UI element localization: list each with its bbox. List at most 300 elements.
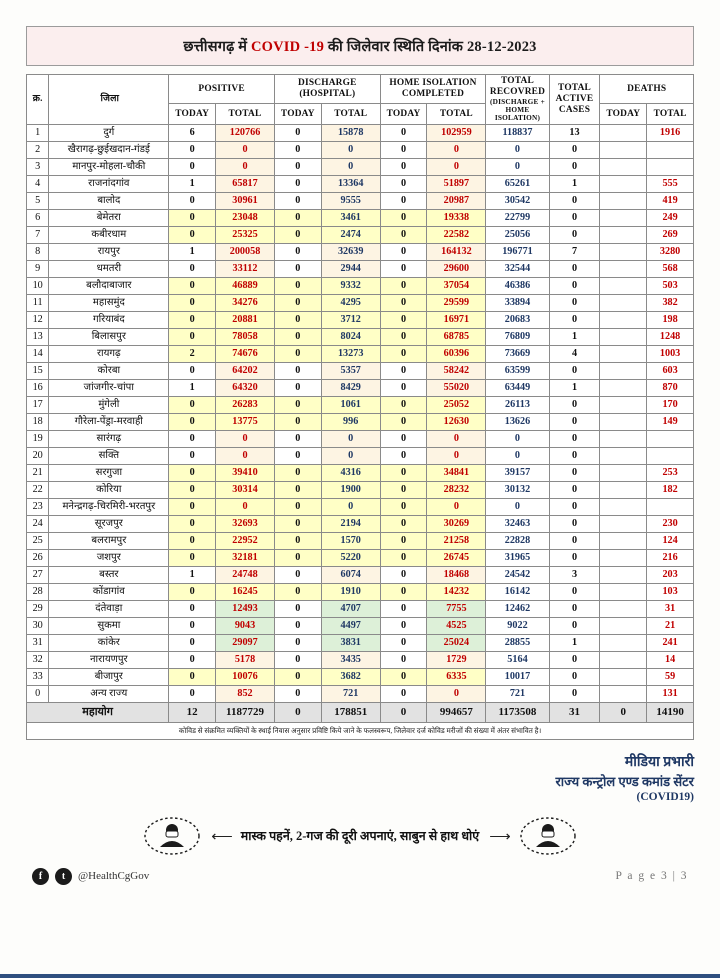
table-row (27, 532, 694, 549)
cell-positive-total: 22952 (216, 532, 275, 549)
cell-discharge-today: 0 (274, 379, 321, 396)
cell-total-recovered: 196771 (486, 243, 549, 260)
cell-home-total: 16971 (427, 311, 486, 328)
cell-total-active: 13 (549, 124, 600, 141)
cell-positive-total: 34276 (216, 294, 275, 311)
cell-positive-total: 39410 (216, 464, 275, 481)
cell-home-total: 28232 (427, 481, 486, 498)
cell-deaths-total (647, 430, 694, 447)
cell-positive-total: 25325 (216, 226, 275, 243)
cell-district: सरगुजा (49, 464, 169, 481)
cell-discharge-total: 2474 (321, 226, 380, 243)
cell-deaths-today (600, 617, 647, 634)
cell-discharge-today: 0 (274, 549, 321, 566)
cell-discharge-total: 13273 (321, 345, 380, 362)
cell-discharge-today: 0 (274, 617, 321, 634)
title-suffix: की जिलेवार स्थिति दिनांक 28-12-2023 (324, 39, 537, 55)
table-row (27, 447, 694, 464)
subheader-deaths-total: TOTAL (647, 104, 694, 124)
cell-home-total: 30269 (427, 515, 486, 532)
cell-positive-today: 0 (169, 260, 216, 277)
table-row (27, 141, 694, 158)
cell-deaths-today (600, 430, 647, 447)
cell-total-active: 0 (549, 362, 600, 379)
cell-district: बीजापुर (49, 668, 169, 685)
cell-home-today: 0 (380, 362, 427, 379)
active-line1: TOTAL (558, 83, 591, 94)
cell-total-recovered: 30542 (486, 192, 549, 209)
cell-total-recovered: 12462 (486, 600, 549, 617)
cell-discharge-total: 0 (321, 498, 380, 515)
cell-deaths-today (600, 209, 647, 226)
cell-deaths-total (647, 141, 694, 158)
cell-serial: 2 (27, 141, 49, 158)
cell-deaths-total: 103 (647, 583, 694, 600)
cell-discharge-total: 5357 (321, 362, 380, 379)
cell-serial: 16 (27, 379, 49, 396)
cell-positive-today: 6 (169, 124, 216, 141)
grand-total-row (27, 702, 694, 722)
cell-positive-today: 0 (169, 668, 216, 685)
cell-discharge-total: 1910 (321, 583, 380, 600)
cell-total-recovered: 118837 (486, 124, 549, 141)
cell-total-active: 0 (549, 447, 600, 464)
cell-deaths-total: 503 (647, 277, 694, 294)
cell-total-active: 0 (549, 209, 600, 226)
cell-serial: 22 (27, 481, 49, 498)
cell-discharge-total: 721 (321, 685, 380, 702)
cell-deaths-total (647, 158, 694, 175)
cell-home-total: 12630 (427, 413, 486, 430)
table-row (27, 668, 694, 685)
footer-bar (0, 974, 720, 978)
cell-serial: 19 (27, 430, 49, 447)
cell-home-total: 102959 (427, 124, 486, 141)
table-row (27, 685, 694, 702)
cell-discharge-today: 0 (274, 515, 321, 532)
cell-deaths-total: 198 (647, 311, 694, 328)
cell-total-active: 0 (549, 158, 600, 175)
cell-discharge-today: 0 (274, 158, 321, 175)
grand-total-deaths-today: 0 (600, 702, 647, 722)
cell-discharge-total: 32639 (321, 243, 380, 260)
cell-deaths-today (600, 464, 647, 481)
cell-total-active: 0 (549, 277, 600, 294)
cell-total-active: 0 (549, 651, 600, 668)
cell-serial: 3 (27, 158, 49, 175)
cell-deaths-total: 1003 (647, 345, 694, 362)
cell-total-recovered: 24542 (486, 566, 549, 583)
social-handle-text: @HealthCgGov (78, 870, 150, 883)
table-row (27, 124, 694, 141)
col-header-positive: POSITIVE (169, 75, 275, 104)
cell-discharge-today: 0 (274, 481, 321, 498)
cell-deaths-total: 253 (647, 464, 694, 481)
table-row (27, 600, 694, 617)
cell-total-active: 7 (549, 243, 600, 260)
cell-positive-total: 74676 (216, 345, 275, 362)
cell-discharge-total: 9555 (321, 192, 380, 209)
cell-home-total: 164132 (427, 243, 486, 260)
table-row (27, 651, 694, 668)
cell-home-today: 0 (380, 158, 427, 175)
cell-positive-today: 1 (169, 379, 216, 396)
cell-positive-today: 0 (169, 600, 216, 617)
cell-district: जशपुर (49, 549, 169, 566)
cell-home-total: 6335 (427, 668, 486, 685)
cell-home-total: 18468 (427, 566, 486, 583)
cell-home-total: 29600 (427, 260, 486, 277)
cell-home-today: 0 (380, 481, 427, 498)
cell-total-recovered: 46386 (486, 277, 549, 294)
cell-deaths-total: 870 (647, 379, 694, 396)
cell-positive-total: 65817 (216, 175, 275, 192)
subheader-positive-today: TODAY (169, 104, 216, 124)
cell-deaths-total: 1916 (647, 124, 694, 141)
cell-district: अन्य राज्य (49, 685, 169, 702)
cell-serial: 1 (27, 124, 49, 141)
cell-positive-today: 0 (169, 413, 216, 430)
cell-positive-today: 1 (169, 243, 216, 260)
cell-discharge-today: 0 (274, 345, 321, 362)
table-row (27, 260, 694, 277)
cell-discharge-total: 3461 (321, 209, 380, 226)
cell-serial: 28 (27, 583, 49, 600)
col-header-home-isolation (380, 75, 486, 104)
cell-discharge-today: 0 (274, 396, 321, 413)
social-row (26, 868, 694, 885)
cell-district: कोरबा (49, 362, 169, 379)
slogan-text: मास्क पहनें, 2-गज की दूरी अपनाएं, साबुन से हाथ धोएं (240, 829, 480, 844)
cell-discharge-today: 0 (274, 243, 321, 260)
grand-total-active: 31 (549, 702, 600, 722)
cell-deaths-today (600, 277, 647, 294)
cell-district: सूरजपुर (49, 515, 169, 532)
cell-serial: 0 (27, 685, 49, 702)
cell-discharge-total: 0 (321, 447, 380, 464)
cell-serial: 15 (27, 362, 49, 379)
cell-home-today: 0 (380, 583, 427, 600)
cell-home-today: 0 (380, 600, 427, 617)
cell-total-active: 0 (549, 532, 600, 549)
cell-serial: 33 (27, 668, 49, 685)
covid-district-table (26, 74, 694, 740)
table-row (27, 277, 694, 294)
cell-deaths-total: 241 (647, 634, 694, 651)
cell-home-today: 0 (380, 396, 427, 413)
table-row (27, 515, 694, 532)
table-row (27, 481, 694, 498)
cell-total-active: 3 (549, 566, 600, 583)
cell-total-active: 0 (549, 226, 600, 243)
cell-discharge-today: 0 (274, 668, 321, 685)
cell-deaths-today (600, 175, 647, 192)
facebook-icon[interactable]: f (32, 868, 49, 885)
cell-deaths-today (600, 498, 647, 515)
cell-positive-total: 46889 (216, 277, 275, 294)
cell-deaths-total (647, 447, 694, 464)
cell-deaths-total: 149 (647, 413, 694, 430)
cell-home-today: 0 (380, 141, 427, 158)
cell-total-recovered: 0 (486, 498, 549, 515)
cell-positive-today: 0 (169, 685, 216, 702)
table-row (27, 566, 694, 583)
table-row (27, 413, 694, 430)
cell-home-today: 0 (380, 617, 427, 634)
cell-positive-total: 23048 (216, 209, 275, 226)
table-note-row (27, 722, 694, 739)
cell-home-total: 1729 (427, 651, 486, 668)
cell-home-today: 0 (380, 294, 427, 311)
cell-positive-today: 0 (169, 651, 216, 668)
grand-total-discharge-today: 0 (274, 702, 321, 722)
cell-positive-total: 12493 (216, 600, 275, 617)
cell-discharge-today: 0 (274, 277, 321, 294)
cell-home-total: 55020 (427, 379, 486, 396)
cell-serial: 31 (27, 634, 49, 651)
cell-deaths-total: 568 (647, 260, 694, 277)
slogan-row (26, 816, 694, 856)
twitter-icon[interactable]: t (55, 868, 72, 885)
cell-discharge-total: 6074 (321, 566, 380, 583)
cell-discharge-today: 0 (274, 498, 321, 515)
cell-total-recovered: 26113 (486, 396, 549, 413)
cell-discharge-today: 0 (274, 294, 321, 311)
recovered-line3: (DISCHARGE + (489, 96, 545, 106)
cell-discharge-today: 0 (274, 600, 321, 617)
discharge-line1: DISCHARGE (298, 78, 357, 89)
cell-total-active: 0 (549, 464, 600, 481)
cell-total-active: 0 (549, 617, 600, 634)
cell-discharge-total: 1900 (321, 481, 380, 498)
cell-home-today: 0 (380, 124, 427, 141)
cell-serial: 11 (27, 294, 49, 311)
cell-deaths-total: 59 (647, 668, 694, 685)
cell-discharge-today: 0 (274, 583, 321, 600)
cell-discharge-total: 8024 (321, 328, 380, 345)
col-header-deaths: DEATHS (600, 75, 694, 104)
cell-total-active: 1 (549, 328, 600, 345)
cell-district: कबीरधाम (49, 226, 169, 243)
cell-total-active: 0 (549, 685, 600, 702)
cell-deaths-total: 555 (647, 175, 694, 192)
cell-positive-today: 0 (169, 294, 216, 311)
subheader-discharge-today: TODAY (274, 104, 321, 124)
cell-total-recovered: 39157 (486, 464, 549, 481)
cell-total-recovered: 73669 (486, 345, 549, 362)
cell-home-today: 0 (380, 175, 427, 192)
cell-deaths-today (600, 566, 647, 583)
cell-discharge-total: 8429 (321, 379, 380, 396)
cell-home-total: 68785 (427, 328, 486, 345)
cell-total-active: 0 (549, 294, 600, 311)
cell-discharge-total: 4707 (321, 600, 380, 617)
cell-deaths-today (600, 294, 647, 311)
arrow-right-icon: ⟶ (489, 827, 509, 845)
cell-positive-today: 0 (169, 277, 216, 294)
cell-district: बालोद (49, 192, 169, 209)
table-row (27, 583, 694, 600)
document-title-box (26, 26, 694, 66)
grand-total-discharge-total: 178851 (321, 702, 380, 722)
title-covid: COVID -19 (250, 39, 325, 55)
cell-positive-total: 0 (216, 498, 275, 515)
cell-total-active: 0 (549, 583, 600, 600)
cell-positive-total: 32693 (216, 515, 275, 532)
cell-deaths-today (600, 379, 647, 396)
cell-deaths-total: 603 (647, 362, 694, 379)
cell-positive-total: 5178 (216, 651, 275, 668)
cell-positive-today: 0 (169, 549, 216, 566)
cell-positive-total: 64202 (216, 362, 275, 379)
cell-serial: 9 (27, 260, 49, 277)
table-row (27, 498, 694, 515)
cell-home-total: 20987 (427, 192, 486, 209)
cell-serial: 23 (27, 498, 49, 515)
cell-discharge-total: 1061 (321, 396, 380, 413)
cell-deaths-today (600, 311, 647, 328)
cell-discharge-total: 4497 (321, 617, 380, 634)
cell-serial: 30 (27, 617, 49, 634)
cell-district: मुंगेली (49, 396, 169, 413)
subheader-home-total: TOTAL (427, 104, 486, 124)
cell-total-recovered: 76809 (486, 328, 549, 345)
cell-positive-today: 0 (169, 396, 216, 413)
cell-total-active: 4 (549, 345, 600, 362)
cell-positive-total: 64320 (216, 379, 275, 396)
cell-total-recovered: 20683 (486, 311, 549, 328)
cell-deaths-total: 419 (647, 192, 694, 209)
cell-positive-today: 0 (169, 617, 216, 634)
cell-deaths-total: 249 (647, 209, 694, 226)
cell-total-recovered: 0 (486, 447, 549, 464)
table-row (27, 549, 694, 566)
cell-positive-today: 0 (169, 430, 216, 447)
cell-discharge-today: 0 (274, 447, 321, 464)
cell-deaths-today (600, 192, 647, 209)
cell-district: बलरामपुर (49, 532, 169, 549)
cell-positive-today: 0 (169, 192, 216, 209)
cell-discharge-total: 0 (321, 430, 380, 447)
cell-positive-today: 1 (169, 566, 216, 583)
cell-home-total: 0 (427, 498, 486, 515)
cell-district: मनेन्द्रगढ़-चिरमिरी-भरतपुर (49, 498, 169, 515)
media-incharge-line1: मीडिया प्रभारी (624, 754, 694, 770)
cell-positive-today: 0 (169, 532, 216, 549)
home-isolation-line1: HOME ISOLATION (389, 78, 477, 89)
cell-positive-total: 24748 (216, 566, 275, 583)
page-number: P a g e 3 | 3 (615, 870, 688, 883)
cell-home-today: 0 (380, 566, 427, 583)
media-incharge-line2: राज्य कन्ट्रोल एण्ड कमांड सेंटर (555, 773, 694, 789)
active-line3: CASES (558, 104, 591, 115)
cell-discharge-today: 0 (274, 634, 321, 651)
cell-district: बेमेतरा (49, 209, 169, 226)
grand-total-home-today: 0 (380, 702, 427, 722)
cell-total-recovered: 65261 (486, 175, 549, 192)
cell-serial: 6 (27, 209, 49, 226)
cell-home-today: 0 (380, 209, 427, 226)
cell-positive-total: 33112 (216, 260, 275, 277)
cell-total-active: 1 (549, 175, 600, 192)
cell-home-today: 0 (380, 549, 427, 566)
cell-total-recovered: 30132 (486, 481, 549, 498)
cell-positive-today: 0 (169, 447, 216, 464)
cell-total-recovered: 31965 (486, 549, 549, 566)
cell-positive-total: 32181 (216, 549, 275, 566)
cell-deaths-today (600, 447, 647, 464)
cell-discharge-today: 0 (274, 430, 321, 447)
cell-positive-total: 30961 (216, 192, 275, 209)
cell-discharge-total: 3435 (321, 651, 380, 668)
cell-total-recovered: 22828 (486, 532, 549, 549)
cell-serial: 24 (27, 515, 49, 532)
cell-home-today: 0 (380, 685, 427, 702)
grand-total-positive-today: 12 (169, 702, 216, 722)
cell-deaths-today (600, 515, 647, 532)
cell-home-today: 0 (380, 532, 427, 549)
cell-deaths-total: 203 (647, 566, 694, 583)
cell-district: नारायणपुर (49, 651, 169, 668)
cell-deaths-total: 124 (647, 532, 694, 549)
cell-home-today: 0 (380, 311, 427, 328)
header-row-groups (27, 75, 694, 104)
table-row (27, 345, 694, 362)
cell-home-total: 0 (427, 430, 486, 447)
cell-serial: 17 (27, 396, 49, 413)
cell-home-total: 29599 (427, 294, 486, 311)
cell-serial: 25 (27, 532, 49, 549)
cell-district: धमतरी (49, 260, 169, 277)
cell-total-active: 0 (549, 600, 600, 617)
cell-serial: 12 (27, 311, 49, 328)
cell-home-total: 22582 (427, 226, 486, 243)
cell-positive-today: 2 (169, 345, 216, 362)
cell-serial: 8 (27, 243, 49, 260)
table-row (27, 396, 694, 413)
cell-discharge-today: 0 (274, 464, 321, 481)
cell-district: रायगढ़ (49, 345, 169, 362)
cell-deaths-today (600, 345, 647, 362)
cell-total-recovered: 28855 (486, 634, 549, 651)
cell-district: गौरेला-पेंड्रा-मरवाही (49, 413, 169, 430)
cell-district: दंतेवाड़ा (49, 600, 169, 617)
active-line2: ACTIVE (555, 93, 594, 104)
subheader-deaths-today: TODAY (600, 104, 647, 124)
cell-home-total: 7755 (427, 600, 486, 617)
cell-total-active: 0 (549, 549, 600, 566)
cell-home-today: 0 (380, 345, 427, 362)
cell-deaths-today (600, 583, 647, 600)
cell-positive-today: 0 (169, 583, 216, 600)
cell-district: बलौदाबाजार (49, 277, 169, 294)
cell-total-recovered: 25056 (486, 226, 549, 243)
cell-positive-total: 852 (216, 685, 275, 702)
cell-home-total: 21258 (427, 532, 486, 549)
grand-total-label: महायोग (27, 702, 169, 722)
table-row (27, 226, 694, 243)
cell-serial: 21 (27, 464, 49, 481)
cell-discharge-today: 0 (274, 141, 321, 158)
cell-positive-total: 78058 (216, 328, 275, 345)
cell-total-recovered: 0 (486, 430, 549, 447)
cell-deaths-today (600, 141, 647, 158)
cell-positive-total: 200058 (216, 243, 275, 260)
cell-home-total: 58242 (427, 362, 486, 379)
cell-deaths-total: 182 (647, 481, 694, 498)
cell-total-active: 0 (549, 141, 600, 158)
cell-positive-today: 0 (169, 311, 216, 328)
